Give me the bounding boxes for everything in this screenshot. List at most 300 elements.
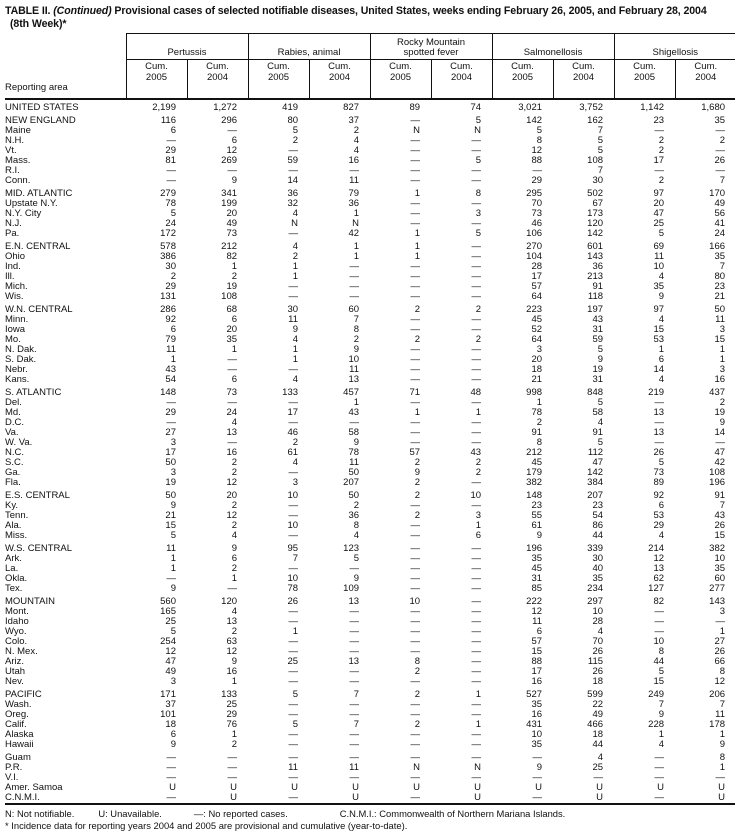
value-cell: 36 [348,198,360,209]
table-row [5,418,735,428]
table-row [5,647,735,657]
value-cell: 2 [231,563,238,574]
table-row [5,607,735,617]
value-cell: 270 [526,241,543,252]
value-cell: 81 [165,155,176,166]
value-cell: 59 [592,334,604,345]
value-cell: 20 [226,490,238,501]
value-cell: — [654,626,665,637]
value-cell: 1 [658,729,665,740]
value-cell: 16 [714,374,726,385]
value-cell: 2 [292,251,299,262]
value-cell: — [288,752,299,763]
value-cell: 1 [475,689,482,700]
value-cell: 437 [709,387,726,398]
value-cell: — [349,165,360,176]
value-cell: 18 [592,729,604,740]
value-cell: — [288,145,299,156]
value-cell: — [288,291,299,302]
value-cell: 279 [160,188,176,199]
value-cell: — [471,437,482,448]
area-cell: La. [5,563,19,574]
value-cell: 2 [414,304,421,315]
value-cell: 10 [409,596,421,607]
value-cell: — [471,596,482,607]
value-cell: 5 [292,125,299,136]
value-cell: 28 [592,616,604,627]
value-cell: 17 [653,155,665,166]
value-cell: 26 [714,520,726,531]
value-cell: 20 [531,354,543,365]
area-cell: Okla. [5,573,28,584]
value-cell: 1 [536,397,543,408]
value-cell: 1 [292,626,299,637]
value-cell: 382 [526,477,543,488]
value-cell: 47 [165,656,176,667]
value-cell: 5 [536,125,543,136]
value-cell: — [166,573,176,584]
value-cell: 7 [353,719,360,730]
value-cell: 8 [353,324,360,335]
value-cell: 57 [531,636,543,647]
value-cell: 19 [592,364,604,375]
value-cell: — [471,626,482,637]
value-cell: 45 [531,563,543,574]
value-cell: — [288,563,299,574]
value-cell: — [471,271,482,282]
value-cell: 68 [226,304,238,315]
value-cell: 17 [531,271,543,282]
value-cell: 466 [587,719,604,730]
value-cell: — [471,241,482,252]
value-cell: 14 [653,364,665,375]
value-cell: 11 [532,616,543,627]
area-cell: Ohio [5,251,26,262]
area-cell: PACIFIC [5,689,42,700]
value-cell: 15 [653,676,665,687]
value-cell: 207 [587,490,604,501]
value-cell: 3 [170,437,176,448]
value-cell: 3 [475,510,482,521]
value-cell: — [410,772,421,783]
value-cell: 27 [714,636,726,647]
value-cell: 50 [348,467,360,478]
value-cell: 73 [226,228,238,239]
value-cell: N [413,762,421,773]
table-row [5,345,735,355]
area-cell: MID. ATLANTIC [5,188,73,199]
value-cell: 61 [531,520,543,531]
value-cell: 133 [221,689,238,700]
value-cell: — [471,427,482,438]
value-cell: 4 [292,208,299,219]
value-cell: 74 [470,102,482,113]
value-cell: 16 [531,709,543,720]
value-cell: 5 [170,626,176,637]
value-cell: — [227,354,238,365]
value-cell: 382 [709,543,726,554]
area-cell: Vt. [5,145,17,156]
value-cell: 26 [592,666,604,677]
value-cell: 5 [475,228,482,239]
subcol-header: Cum. 2004 [675,60,735,100]
value-cell: 78 [287,583,299,594]
area-cell: S.C. [5,457,24,468]
area-cell: W.N. CENTRAL [5,304,73,315]
value-cell: — [227,583,238,594]
value-cell: 25 [226,699,238,710]
area-cell: Conn. [5,175,31,186]
table-row [5,325,735,335]
value-cell: — [410,291,421,302]
value-cell: 108 [587,155,604,166]
value-cell: 1,680 [701,102,726,113]
value-cell: 52 [531,324,543,335]
value-cell: 1 [231,261,238,272]
value-cell: 6 [658,354,665,365]
value-cell: 18 [531,364,543,375]
value-cell: 71 [409,387,421,398]
value-cell: — [410,397,421,408]
value-cell: 11 [166,543,176,554]
value-cell: — [288,729,299,740]
value-cell: — [410,626,421,637]
table-row [5,315,735,325]
value-cell: 6 [658,500,665,511]
table-row [5,126,735,136]
area-cell: Nebr. [5,364,28,375]
value-cell: 2 [414,457,421,468]
value-cell: — [410,344,421,355]
value-cell: 97 [653,188,665,199]
value-cell: 45 [531,457,543,468]
value-cell: 61 [287,447,299,458]
value-cell: 10 [287,490,299,501]
value-cell: 29 [226,709,238,720]
value-cell: 1 [353,208,360,219]
value-cell: 277 [709,583,726,594]
value-cell: 35 [714,563,726,574]
value-cell: — [288,417,299,428]
value-cell: 7 [353,689,360,700]
value-cell: 31 [592,324,604,335]
value-cell: 35 [714,251,726,262]
value-cell: — [349,739,360,750]
table-row [5,478,735,488]
value-cell: — [471,198,482,209]
value-cell: 384 [587,477,604,488]
value-cell: 9 [597,354,604,365]
value-cell: 269 [221,155,238,166]
value-cell: 49 [714,198,726,209]
value-cell: 1 [353,241,360,252]
value-cell: — [471,218,482,229]
value-cell: 11 [349,762,360,773]
value-cell: 5 [597,437,604,448]
value-cell: 1 [475,719,482,730]
table-row [5,637,735,647]
value-cell: U [596,782,604,793]
value-cell: 197 [587,304,604,315]
region-row [5,597,735,607]
value-cell: 120 [221,596,238,607]
table-row [5,511,735,521]
value-cell: 12 [165,646,176,657]
value-cell: 7 [658,699,665,710]
value-cell: 40 [592,563,604,574]
value-cell: 92 [653,490,665,501]
value-cell: — [715,616,726,627]
value-cell: — [410,553,421,564]
value-cell: 5 [292,719,299,730]
area-cell: C.N.M.I. [5,792,40,803]
value-cell: 9 [353,437,360,448]
value-cell: 7 [292,553,299,564]
table-row [5,219,735,229]
value-cell: — [410,417,421,428]
value-cell: — [410,636,421,647]
value-cell: 25 [287,656,299,667]
value-cell: 4 [658,374,665,385]
value-cell: U [535,782,543,793]
value-cell: 97 [653,304,665,315]
value-cell: 25 [592,762,604,773]
table-row [5,773,735,783]
value-cell: — [349,616,360,627]
value-cell: 10 [653,261,665,272]
area-cell: Tenn. [5,510,29,521]
value-cell: 998 [526,387,543,398]
value-cell: 18 [592,676,604,687]
value-cell: 148 [526,490,543,501]
value-cell: 21 [714,291,726,302]
value-cell: — [471,563,482,574]
value-cell: 7 [719,261,726,272]
value-cell: 32 [287,198,299,209]
value-cell: 82 [653,596,665,607]
region-row [5,491,735,501]
subcol-header: Cum. 2005 [492,60,553,100]
value-cell: 1 [475,407,482,418]
value-cell: 254 [160,636,176,647]
value-cell: — [288,676,299,687]
value-cell: 29 [165,407,176,418]
value-cell: 3 [536,344,543,355]
value-cell: 26 [592,646,604,657]
value-cell: 24 [226,407,238,418]
region-row [5,99,735,113]
value-cell: U [291,782,299,793]
title-text: Provisional cases of selected notifiable diseases, United States, weeks ending February 26, 2005, and February 28, 2004 [114,5,707,17]
value-cell: — [288,772,299,783]
value-cell: — [166,165,176,176]
value-cell: — [471,145,482,156]
value-cell: 118 [587,291,604,302]
region-row [5,116,735,126]
region-row [5,189,735,199]
value-cell: 4 [597,417,604,428]
value-cell: 5 [658,457,665,468]
value-cell: 43 [165,364,176,375]
area-cell: Utah [5,666,26,677]
value-cell: 30 [287,304,299,315]
value-cell: 2 [292,437,299,448]
value-cell: 11 [654,251,665,262]
value-cell: — [471,165,482,176]
value-cell: — [471,656,482,667]
table-title [5,5,731,18]
group-header-rocky-mountain-spotted-fever: Rocky Mountain spotted fever [370,34,492,60]
value-cell: 88 [531,656,543,667]
value-cell: 91 [592,281,604,292]
value-cell: 12 [226,646,238,657]
value-cell: 222 [526,596,543,607]
value-cell: 578 [160,241,176,252]
value-cell: 9 [658,709,665,720]
value-cell: — [471,175,482,186]
area-cell: Ky. [5,500,19,511]
table-row [5,209,735,219]
value-cell: 11 [349,175,360,186]
value-cell: — [471,374,482,385]
value-cell: 56 [714,208,726,219]
value-cell: 6 [170,729,176,740]
value-cell: — [654,616,665,627]
value-cell: 827 [343,102,360,113]
value-cell: — [410,739,421,750]
value-cell: U [718,782,726,793]
value-cell: 35 [531,739,543,750]
value-cell: 213 [587,271,604,282]
value-cell: 1 [170,553,176,564]
value-cell: 5 [597,344,604,355]
value-cell: 17 [287,407,299,418]
value-cell: — [471,699,482,710]
value-cell: — [288,500,299,511]
value-cell: 14 [714,427,726,438]
value-cell: 1 [292,261,299,272]
value-cell: U [413,782,421,793]
table-row [5,438,735,448]
value-cell: 44 [592,739,604,750]
value-cell: 2 [658,175,665,186]
value-cell: 1 [719,626,726,637]
area-cell: Ga. [5,467,21,478]
value-cell: 76 [226,719,238,730]
value-cell: — [166,752,176,763]
value-cell: 11 [349,364,360,375]
value-cell: 13 [226,616,238,627]
value-cell: — [715,125,726,136]
value-cell: 234 [587,583,604,594]
value-cell: — [288,616,299,627]
value-cell: 12 [653,553,665,564]
value-cell: 73 [226,387,238,398]
table-row [5,252,735,262]
value-cell: 9 [231,656,238,667]
table-row [5,677,735,687]
value-cell: U [474,782,482,793]
value-cell: N [413,125,421,136]
value-cell: 88 [531,155,543,166]
value-cell: 59 [287,155,299,166]
value-cell: 11 [715,709,726,720]
value-cell: 162 [587,115,604,126]
value-cell: 2 [414,719,421,730]
value-cell: — [715,145,726,156]
value-cell: 2 [414,689,421,700]
value-cell: — [349,729,360,740]
value-cell: 1 [658,344,665,355]
value-cell: 5 [475,155,482,166]
value-cell: 12 [226,510,238,521]
value-cell: 2 [231,457,238,468]
table-row [5,700,735,710]
value-cell: — [288,699,299,710]
value-cell: — [471,354,482,365]
value-cell: 49 [592,709,604,720]
value-cell: 2 [536,417,543,428]
value-cell: — [715,437,726,448]
table-head [5,34,735,100]
value-cell: 386 [160,251,176,262]
value-cell: 2 [475,334,482,345]
value-cell: 1 [414,241,421,252]
value-cell: — [227,752,238,763]
value-cell: — [349,646,360,657]
value-cell: 2 [475,457,482,468]
value-cell: 848 [587,387,604,398]
value-cell: — [349,271,360,282]
value-cell: 47 [592,457,604,468]
value-cell: 8 [719,752,726,763]
value-cell: 2 [475,304,482,315]
area-cell: W.S. CENTRAL [5,543,73,554]
value-cell: 73 [531,208,543,219]
value-cell: 8 [414,656,421,667]
value-cell: 108 [709,467,726,478]
value-cell: 179 [526,467,543,478]
area-cell: S. ATLANTIC [5,387,62,398]
area-cell: Guam [5,752,31,763]
value-cell: 196 [709,477,726,488]
value-cell: 60 [348,304,360,315]
value-cell: U [718,792,726,803]
value-cell: 431 [526,719,543,730]
area-cell: UNITED STATES [5,102,79,113]
value-cell: — [410,314,421,325]
value-cell: — [471,314,482,325]
table-row [5,657,735,667]
value-cell: 3 [292,477,299,488]
value-cell: 12 [531,606,543,617]
value-cell: 214 [648,543,665,554]
value-cell: 4 [353,145,360,156]
value-cell: 1 [719,354,726,365]
value-cell: 123 [343,543,360,554]
value-cell: — [410,145,421,156]
value-cell: 13 [653,427,665,438]
area-cell: Oreg. [5,709,29,720]
table-row [5,282,735,292]
value-cell: 339 [587,543,604,554]
area-cell: D.C. [5,417,24,428]
area-cell: E.N. CENTRAL [5,241,71,252]
value-cell: 3 [719,364,726,375]
value-cell: — [471,261,482,272]
value-cell: — [410,208,421,219]
value-cell: 599 [587,689,604,700]
